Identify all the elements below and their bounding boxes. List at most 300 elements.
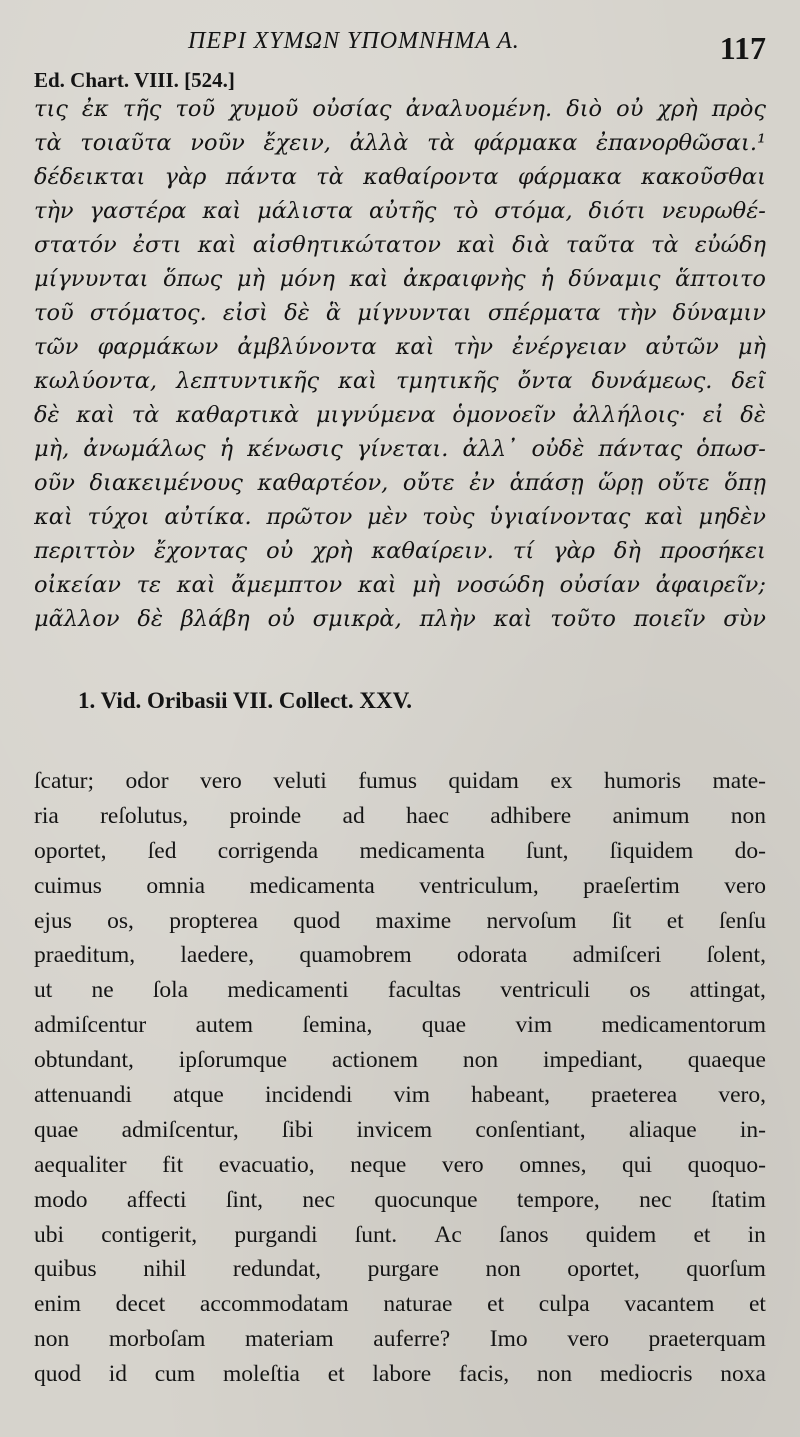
latin-word: medicamenta: [249, 872, 375, 899]
greek-word: ἡ: [540, 266, 554, 292]
greek-word: ἀλλήλοις·: [572, 402, 687, 428]
greek-word: αὐτῆς: [369, 198, 437, 224]
greek-word: καθαίροντα: [363, 164, 499, 190]
latin-word: ejus: [34, 907, 72, 934]
greek-word: καὶ: [457, 232, 496, 258]
latin-line: [34, 834, 766, 869]
latin-word: laedere,: [180, 942, 255, 969]
latin-word: oportet,: [34, 837, 107, 864]
greek-word: οὐσίαν: [559, 572, 640, 598]
greek-word: κένωσις: [247, 436, 343, 462]
latin-word: accommodatam: [199, 1291, 349, 1318]
greek-word: τί: [512, 538, 535, 564]
latin-word: ventriculi: [500, 977, 591, 1004]
greek-word: καὶ: [493, 606, 533, 632]
latin-word: quod: [34, 1361, 81, 1388]
latin-word: non: [730, 802, 766, 829]
latin-word: ſibi: [281, 1116, 314, 1143]
greek-word: γὰρ: [553, 538, 595, 564]
latin-word: animum: [612, 802, 690, 829]
greek-word: δὴ: [613, 538, 641, 564]
greek-word: μᾶλλον: [34, 606, 120, 632]
greek-word: ὅπως: [163, 266, 223, 292]
latin-word: culpa: [538, 1291, 590, 1318]
greek-word: δὲ: [34, 402, 60, 428]
greek-line: [34, 160, 766, 194]
greek-word: ἄμεμπτον: [231, 572, 343, 598]
greek-word: πρὸς: [711, 96, 766, 122]
latin-word: actionem: [331, 1047, 419, 1074]
latin-word: quibus: [34, 1256, 97, 1283]
greek-word: ἁπάσῃ: [509, 470, 584, 496]
greek-word: δύναμις: [568, 266, 661, 292]
greek-word: καὶ: [76, 402, 116, 428]
greek-word: μὴ: [737, 334, 766, 360]
greek-line: [34, 466, 766, 500]
latin-word: quaeque: [687, 1047, 766, 1074]
greek-word: καθαρτικὰ: [176, 402, 300, 428]
greek-word: εἰσὶ: [222, 300, 268, 326]
latin-word: quocunque: [374, 1186, 478, 1213]
latin-word: quae: [34, 1116, 79, 1143]
greek-word: ἡ: [219, 436, 234, 462]
latin-word: aliaque: [628, 1116, 697, 1143]
greek-word: καὶ: [338, 368, 377, 394]
greek-word: τὰ: [651, 232, 679, 258]
latin-word: fit: [162, 1151, 184, 1178]
latin-word: adhibere: [490, 802, 572, 829]
greek-text-block: [34, 92, 766, 636]
greek-word: δὲ: [137, 606, 163, 632]
latin-word: contigerit,: [101, 1221, 198, 1248]
latin-word: naturae: [383, 1291, 453, 1318]
greek-word: φαρμάκων: [97, 334, 219, 360]
greek-word: τὴν: [616, 300, 657, 326]
greek-word: νοῦν: [190, 130, 245, 156]
latin-word: veluti: [273, 768, 327, 794]
greek-word: ἀλλ᾽: [462, 436, 518, 462]
greek-word: τύχοι: [87, 504, 150, 530]
latin-word: ſint,: [225, 1186, 264, 1213]
greek-word: μίγνυνται: [357, 300, 472, 326]
latin-word: attenuandi: [34, 1082, 132, 1109]
latin-line: [34, 869, 766, 904]
latin-word: ſit: [611, 907, 632, 934]
greek-line: [34, 262, 766, 296]
latin-word: modo: [34, 1186, 88, 1213]
latin-word: ad: [342, 802, 365, 829]
latin-word: facis,: [458, 1361, 510, 1388]
latin-word: os,: [107, 907, 134, 934]
greek-word: τὴν: [34, 198, 74, 224]
latin-word: neque: [350, 1151, 407, 1178]
greek-word: ὄντα: [517, 368, 573, 394]
greek-word: μάλιστα: [257, 198, 354, 224]
greek-word: στατόν: [34, 232, 117, 258]
greek-word: οῦν: [34, 470, 75, 496]
greek-word: ἃ: [325, 300, 342, 326]
latin-word: Imo: [489, 1326, 528, 1353]
greek-word: δὲ: [740, 402, 766, 428]
latin-word: aequaliter: [34, 1151, 127, 1178]
greek-word: ἐν: [469, 470, 495, 496]
greek-line: [34, 398, 766, 432]
latin-word: ſemina,: [302, 1012, 373, 1039]
latin-word: admiſcentur: [34, 1012, 147, 1039]
greek-line: [34, 500, 766, 534]
latin-word: ſtatim: [711, 1186, 766, 1213]
greek-line: [34, 432, 766, 466]
latin-word: purgare: [367, 1256, 439, 1283]
greek-line: [34, 602, 766, 636]
greek-word: γίνεται.: [356, 436, 449, 462]
greek-word: οὔτε: [657, 470, 710, 496]
greek-word: αἰσθητικώτατον: [252, 232, 441, 258]
greek-word: οἰκείαν: [34, 572, 121, 598]
latin-word: cum: [154, 1361, 196, 1388]
greek-word: τις: [34, 96, 68, 122]
greek-word: τῶν: [34, 334, 79, 360]
greek-word: ἀνωμάλως: [83, 436, 206, 462]
latin-word: vero: [567, 1326, 609, 1353]
greek-word: ὅπῃ: [724, 470, 766, 496]
greek-word: μόνη: [279, 266, 335, 292]
latin-word: reſolutus,: [100, 802, 189, 829]
latin-word: ſola: [152, 977, 189, 1004]
latin-word: medicamenti: [227, 977, 349, 1004]
latin-word: odorata: [456, 942, 528, 969]
latin-word: et: [666, 907, 684, 934]
latin-line: [34, 1218, 766, 1253]
greek-line: [34, 92, 766, 126]
greek-word: χυμοῦ: [229, 96, 299, 122]
latin-word: in: [747, 1221, 766, 1248]
latin-word: proinde: [229, 802, 302, 829]
greek-word: ἐκ: [81, 96, 109, 122]
greek-word: περιττὸν: [34, 538, 136, 564]
greek-word: καὶ: [357, 572, 397, 598]
greek-word: πρῶτον: [266, 504, 353, 530]
greek-word: οὐ: [266, 538, 294, 564]
latin-line: [34, 1078, 766, 1113]
greek-line: [34, 126, 766, 160]
greek-word: οὐσίας: [312, 96, 392, 122]
greek-word: διακειμένους: [89, 470, 243, 496]
latin-word: admiſceri: [572, 942, 662, 969]
greek-word: ἐπανορθῶσαι.¹: [596, 130, 766, 156]
greek-word: στόμα,: [494, 198, 573, 224]
latin-line: [34, 1148, 766, 1183]
greek-word: φάρμακα: [473, 130, 578, 156]
latin-word: atque: [172, 1082, 224, 1109]
greek-word: βλάβη: [180, 606, 250, 632]
greek-line: [34, 330, 766, 364]
latin-word: moleſtia: [222, 1361, 300, 1388]
latin-word: vim: [393, 1082, 431, 1109]
greek-word: τῆς: [122, 96, 162, 122]
greek-word: καθαίρειν.: [371, 538, 494, 564]
greek-word: κωλύοντα,: [34, 368, 158, 394]
greek-word: αὐτῶν: [645, 334, 719, 360]
greek-line: [34, 296, 766, 330]
latin-word: non: [462, 1047, 499, 1074]
edition-reference: Ed. Chart. VIII. [524.]: [34, 68, 235, 92]
latin-line: [34, 973, 766, 1008]
latin-word: incidendi: [264, 1082, 353, 1109]
greek-word: μηδὲν: [698, 504, 766, 530]
latin-word: morboſam: [108, 1326, 206, 1353]
latin-line: [34, 1322, 766, 1357]
greek-word: ἀφαιρεῖν;: [655, 572, 766, 598]
greek-word: τε: [136, 572, 162, 598]
greek-word: ποιεῖν: [633, 606, 706, 632]
latin-line: [34, 1008, 766, 1043]
latin-word: os: [629, 977, 651, 1004]
latin-word: medicamenta: [359, 837, 485, 864]
latin-word: nec: [302, 1186, 336, 1213]
latin-word: ſunt,: [526, 837, 569, 864]
latin-word: quorſum: [686, 1256, 766, 1283]
greek-word: μίγνυνται: [34, 266, 149, 292]
latin-word: vacantem: [624, 1291, 715, 1318]
latin-word: admiſcentur,: [121, 1116, 239, 1143]
latin-word: mate-: [712, 768, 766, 794]
greek-word: ἐστι: [132, 232, 182, 258]
greek-word: οὐ: [267, 606, 295, 632]
greek-word: πλὴν: [419, 606, 476, 632]
greek-word: χρὴ: [657, 96, 698, 122]
latin-word: quidam: [448, 768, 519, 794]
latin-line: [34, 1287, 766, 1322]
greek-word: τὰ: [34, 130, 62, 156]
latin-word: invicem: [356, 1116, 433, 1143]
latin-word: in-: [739, 1116, 766, 1143]
latin-word: corrigenda: [217, 837, 319, 864]
greek-word: καὶ: [645, 504, 684, 530]
latin-word: id: [108, 1361, 128, 1388]
greek-word: αὐτίκα.: [164, 504, 252, 530]
latin-line: [34, 1043, 766, 1078]
greek-word: μὴ: [412, 572, 441, 598]
greek-word: καὶ: [34, 504, 73, 530]
latin-line: [34, 764, 766, 799]
latin-word: tempore,: [516, 1186, 600, 1213]
greek-word: διὰ: [512, 232, 550, 258]
latin-word: impediant,: [542, 1047, 643, 1074]
greek-word: πάντα: [225, 164, 297, 190]
latin-word: humoris: [604, 768, 682, 794]
greek-word: προσήκει: [659, 538, 766, 564]
greek-word: καὶ: [197, 232, 237, 258]
greek-word: ὥρῃ: [598, 470, 644, 496]
latin-word: auferre?: [373, 1326, 451, 1353]
latin-word: et: [693, 1221, 711, 1248]
latin-word: decet: [115, 1291, 166, 1318]
latin-word: ut: [34, 977, 53, 1004]
latin-word: haec: [405, 802, 450, 829]
latin-word: praeterquam: [648, 1326, 766, 1353]
greek-line: [34, 364, 766, 398]
latin-word: conſentiant,: [475, 1116, 586, 1143]
latin-word: habeant,: [471, 1082, 551, 1109]
latin-word: praeditum,: [34, 942, 136, 969]
footnote: 1. Vid. Oribasii VII. Collect. XXV.: [78, 688, 412, 713]
latin-word: attingat,: [689, 977, 766, 1004]
greek-line: [34, 534, 766, 568]
latin-word: ſunt.: [354, 1221, 398, 1248]
greek-word: τὰ: [316, 164, 344, 190]
latin-word: obtundant,: [34, 1047, 134, 1074]
greek-word: ταῦτα: [565, 232, 635, 258]
latin-word: non: [536, 1361, 573, 1388]
greek-line: [34, 228, 766, 262]
greek-word: ὑγιαίνοντας: [489, 504, 631, 530]
latin-word: do-: [734, 837, 766, 864]
latin-line: [34, 1113, 766, 1148]
greek-word: τοῦ: [34, 300, 74, 326]
greek-word: ἀμβλύνοντα: [237, 334, 377, 360]
greek-word: τοιαῦτα: [80, 130, 172, 156]
latin-word: propterea: [169, 907, 258, 934]
latin-word: qui: [622, 1151, 653, 1178]
latin-word: ſcatur;: [34, 768, 95, 794]
latin-word: ipſorumque: [178, 1047, 288, 1074]
greek-word: καθαρτέον,: [257, 470, 389, 496]
greek-word: δέδεικται: [34, 164, 146, 190]
latin-word: cuimus: [34, 872, 102, 899]
greek-word: κακοῦσθαι: [641, 164, 766, 190]
latin-word: et: [749, 1291, 766, 1318]
latin-word: ventriculum,: [419, 872, 539, 899]
latin-word: mediocris: [599, 1361, 693, 1388]
greek-word: σπέρματα: [487, 300, 601, 326]
latin-line: [34, 904, 766, 939]
greek-word: τὴν: [453, 334, 494, 360]
greek-word: καὶ: [176, 572, 216, 598]
latin-word: nihil: [143, 1256, 187, 1283]
greek-word: τὰ: [427, 130, 455, 156]
latin-word: quamobrem: [299, 942, 412, 969]
greek-word: ὁμονοεῖν: [452, 402, 556, 428]
latin-word: noxa: [720, 1361, 766, 1388]
greek-word: εἰ: [702, 402, 724, 428]
greek-word: δὲ: [284, 300, 310, 326]
latin-word: ſolent,: [706, 942, 766, 969]
greek-word: ἐνέργειαν: [512, 334, 627, 360]
latin-word: labore: [372, 1361, 432, 1388]
latin-word: maxime: [375, 907, 452, 934]
greek-word: ἔχειν,: [263, 130, 331, 156]
greek-word: τὰ: [131, 402, 160, 428]
latin-line: [34, 1183, 766, 1218]
latin-word: omnia: [146, 872, 206, 899]
greek-word: διότι: [588, 198, 646, 224]
greek-word: τμητικῆς: [395, 368, 499, 394]
greek-word: ἀκραιφνὴς: [402, 266, 526, 292]
greek-word: νευρωθέ-: [661, 198, 766, 224]
greek-word: χρὴ: [312, 538, 353, 564]
greek-word: τὸ: [452, 198, 479, 224]
greek-word: γαστέρα: [89, 198, 187, 224]
greek-word: οὐ: [616, 96, 644, 122]
latin-word: quod: [293, 907, 341, 934]
latin-line: [34, 799, 766, 834]
greek-word: οὔτε: [402, 470, 455, 496]
latin-word: non: [34, 1326, 70, 1353]
greek-word: ἅπτοιτο: [675, 266, 766, 292]
latin-word: vero: [441, 1151, 484, 1178]
latin-word: autem: [195, 1012, 254, 1039]
latin-word: ſiquidem: [609, 837, 694, 864]
latin-word: et: [487, 1291, 505, 1318]
latin-text-block: [34, 764, 766, 1392]
latin-word: quidem: [585, 1221, 657, 1248]
latin-word: ſenſu: [718, 907, 766, 934]
latin-word: medicamentorum: [601, 1012, 766, 1039]
greek-word: γὰρ: [164, 164, 207, 190]
greek-word: ὁπωσ-: [696, 436, 766, 462]
greek-word: τοὺς: [422, 504, 475, 530]
latin-word: enim: [34, 1291, 81, 1318]
latin-word: ne: [91, 977, 114, 1004]
greek-word: σὺν: [723, 606, 766, 632]
running-head: ΠΕΡΙ ΧΥΜΩΝ ΥΠΟΜΝΗΜΑ Α.: [188, 28, 520, 54]
greek-word: νοσώδη: [456, 572, 544, 598]
latin-word: omnes,: [519, 1151, 587, 1178]
latin-word: vim: [515, 1012, 553, 1039]
latin-word: affecti: [126, 1186, 187, 1213]
latin-word: evacuatio,: [218, 1151, 315, 1178]
latin-line: [34, 1252, 766, 1287]
greek-word: οὐδὲ: [531, 436, 585, 462]
greek-word: φάρμακα: [517, 164, 622, 190]
latin-word: purgandi: [234, 1221, 318, 1248]
latin-word: materiam: [244, 1326, 334, 1353]
latin-word: facultas: [387, 977, 461, 1004]
greek-word: μὴ,: [34, 436, 70, 462]
greek-word: καὶ: [395, 334, 435, 360]
greek-word: δυνάμεως.: [591, 368, 713, 394]
latin-word: nec: [639, 1186, 672, 1213]
greek-word: τοῦ: [175, 96, 216, 122]
greek-word: ἔχοντας: [153, 538, 248, 564]
latin-word: quoquo-: [687, 1151, 766, 1178]
latin-word: praeterea: [591, 1082, 678, 1109]
greek-word: τοῦτο: [550, 606, 616, 632]
latin-line: [34, 938, 766, 973]
page-number: 117: [719, 30, 766, 66]
greek-word: λεπτυντικῆς: [176, 368, 320, 394]
greek-line: [34, 194, 766, 228]
greek-word: σμικρὰ,: [312, 606, 402, 632]
greek-word: δύναμιν: [672, 300, 766, 326]
latin-word: quae: [421, 1012, 467, 1039]
latin-word: nervoſum: [486, 907, 577, 934]
greek-word: διὸ: [566, 96, 603, 122]
greek-line: [34, 568, 766, 602]
latin-word: odor: [125, 768, 169, 794]
greek-word: μὲν: [367, 504, 408, 530]
latin-word: vero,: [718, 1082, 766, 1109]
latin-line: [34, 1357, 766, 1392]
greek-word: πάντας: [598, 436, 683, 462]
greek-word: ἀλλὰ: [349, 130, 409, 156]
greek-word: καὶ: [202, 198, 242, 224]
greek-word: μιγνύμενα: [315, 402, 436, 428]
latin-word: oportet,: [567, 1256, 640, 1283]
latin-word: fumus: [358, 768, 417, 794]
latin-word: vero: [200, 768, 242, 794]
